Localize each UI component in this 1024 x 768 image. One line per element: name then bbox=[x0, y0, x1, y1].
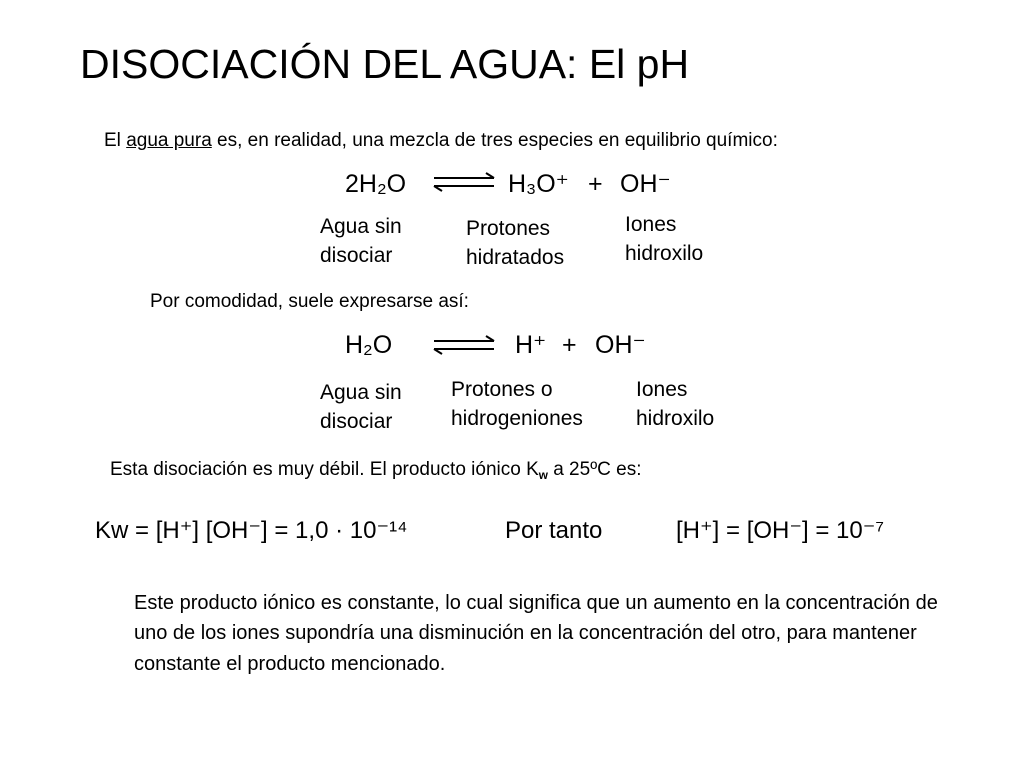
kw-result: [H⁺] = [OH⁻] = 10⁻⁷ bbox=[676, 517, 885, 544]
reaction2-label-water: Agua sin disociar bbox=[320, 381, 402, 434]
intro-underlined: agua pura bbox=[126, 130, 212, 151]
page-title: DISOCIACIÓN DEL AGUA: El pH bbox=[80, 41, 690, 87]
reaction2-label-ions: Iones hidroxilo bbox=[636, 378, 715, 431]
reaction1-right-b: OH⁻ bbox=[620, 170, 671, 198]
reaction1-left: 2H₂O bbox=[345, 170, 407, 198]
intro-before: El bbox=[104, 130, 127, 151]
equilibrium-arrow-icon bbox=[432, 170, 496, 194]
kw-expression: Kw = [H⁺] [OH⁻] = 1,0 · 10⁻¹⁴ bbox=[95, 517, 408, 544]
weak-dissociation-text: Esta disociación es muy débil. El producto iónico $K_w$ a 25ºC es: bbox=[110, 459, 642, 483]
reaction2-label-protons: Protones o hidrogeniones bbox=[451, 378, 583, 431]
reaction2-right-a: H⁺ bbox=[515, 331, 547, 359]
intro-text bbox=[104, 130, 778, 152]
por-tanto-text: Por tanto bbox=[505, 517, 603, 544]
explanation-paragraph: Este producto iónico es constante, lo cual significa que un aumento en la concentración de uno de los iones supondría una disminución en la concentración del otro, para mantener constante el producto mencionado. bbox=[134, 592, 938, 675]
reaction2-plus: + bbox=[562, 331, 577, 359]
reaction1-label-ions: Iones hidroxilo bbox=[625, 213, 704, 266]
kw-subscript: w bbox=[538, 469, 548, 483]
note-text: Por comodidad, suele expresarse así: bbox=[150, 291, 469, 312]
reaction2-left: H₂O bbox=[345, 331, 393, 359]
reaction1-label-water: Agua sin disociar bbox=[320, 215, 402, 268]
reaction1-right-a: H₃O⁺ bbox=[508, 170, 569, 198]
equilibrium-arrow-icon bbox=[432, 333, 496, 357]
reaction1-label-protons: Protones hidratados bbox=[466, 217, 565, 270]
reaction1-plus: + bbox=[588, 170, 603, 198]
intro-after: es, en realidad, una mezcla de tres especies en equilibrio químico: bbox=[211, 130, 778, 151]
reaction2-right-b: OH⁻ bbox=[595, 331, 646, 359]
